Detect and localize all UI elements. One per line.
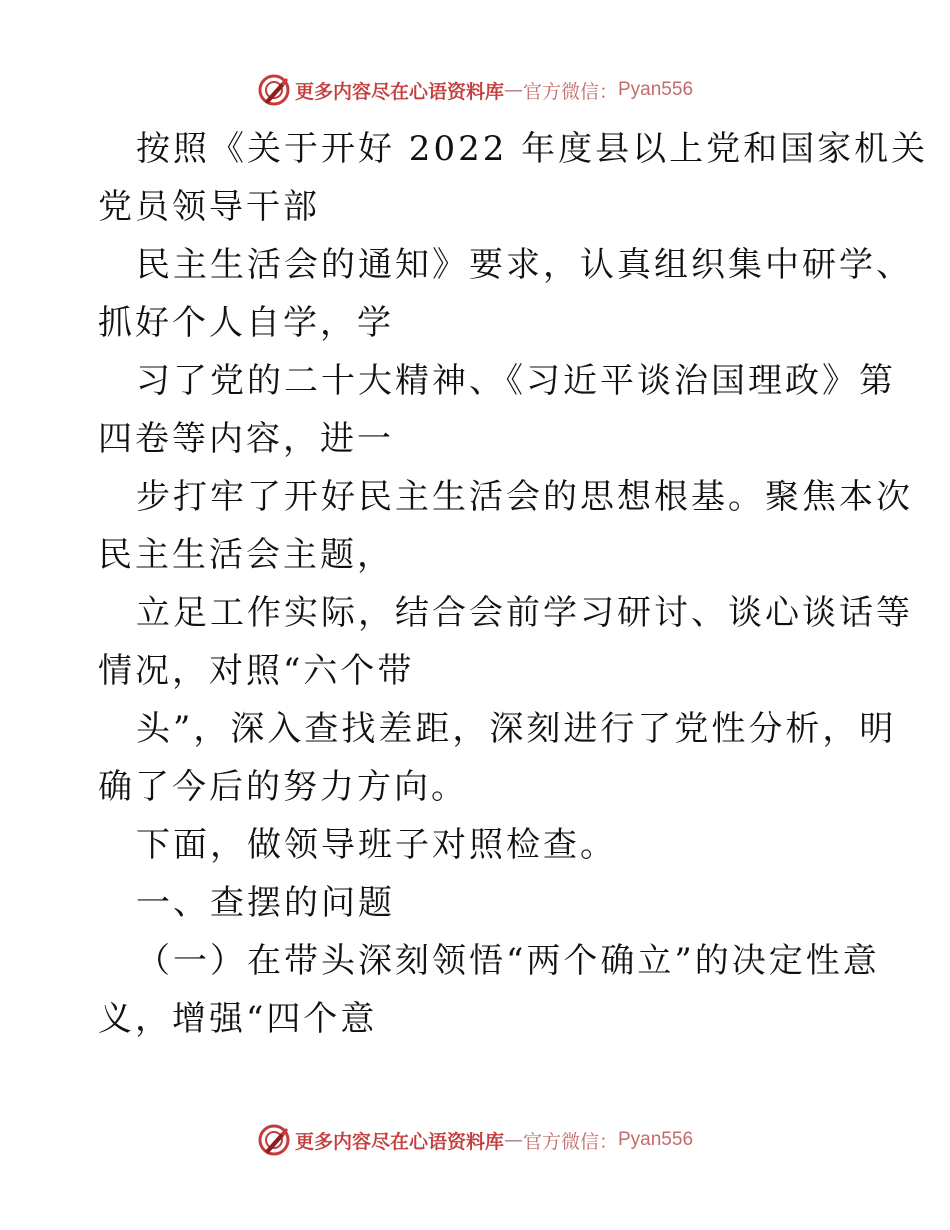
- text-line: 抓好个人自学，学: [98, 303, 394, 343]
- footer-watermark: [0, 1120, 950, 1160]
- watermark-lead-text: 更多内容尽在心语资料库: [294, 1130, 504, 1153]
- watermark-contact-text: 官方微信：: [522, 80, 618, 103]
- section-heading: 一、查摆的问题: [136, 883, 395, 923]
- watermark-contact-text: 官方微信：: [522, 1130, 618, 1153]
- pen-logo-icon: [257, 73, 291, 107]
- text-line: 四卷等内容，进一: [98, 419, 394, 459]
- watermark-wechat-id: Pyan556: [618, 79, 694, 100]
- text-line: 情况，对照“六个带: [98, 651, 415, 691]
- text-line: 义，增强“四个意: [98, 999, 378, 1039]
- text-line: 民主生活会主题，: [98, 535, 394, 575]
- text-line: 确了今后的努力方向。: [98, 767, 468, 807]
- text-line: 民主生活会的通知》要求，认真组织集中研学、: [136, 245, 913, 285]
- watermark-dash: —: [503, 1129, 523, 1151]
- watermark-dash: —: [503, 79, 523, 101]
- pen-logo-icon: [257, 1123, 291, 1157]
- text-line: 按照《关于开好 2022 年度县以上党和国家机关: [136, 129, 929, 169]
- text-line: 步打牢了开好民主生活会的思想根基。聚焦本次: [136, 477, 913, 517]
- text-line: 习了党的二十大精神、《习近平谈治国理政》第: [136, 361, 896, 401]
- watermark-wechat-id: Pyan556: [618, 1129, 694, 1150]
- text-line: 头”，深入查找差距，深刻进行了党性分析，明: [136, 709, 897, 749]
- text-line: 立足工作实际，结合会前学习研讨、谈心谈话等: [136, 593, 913, 633]
- watermark-lead-text: 更多内容尽在心语资料库: [294, 80, 504, 103]
- text-line: 下面，做领导班子对照检查。: [136, 825, 617, 865]
- subsection-heading: （一）在带头深刻领悟“两个确立”的决定性意: [136, 941, 880, 981]
- header-watermark: [0, 70, 950, 110]
- document-body: [98, 120, 929, 1048]
- text-line: 党员领导干部: [98, 187, 320, 227]
